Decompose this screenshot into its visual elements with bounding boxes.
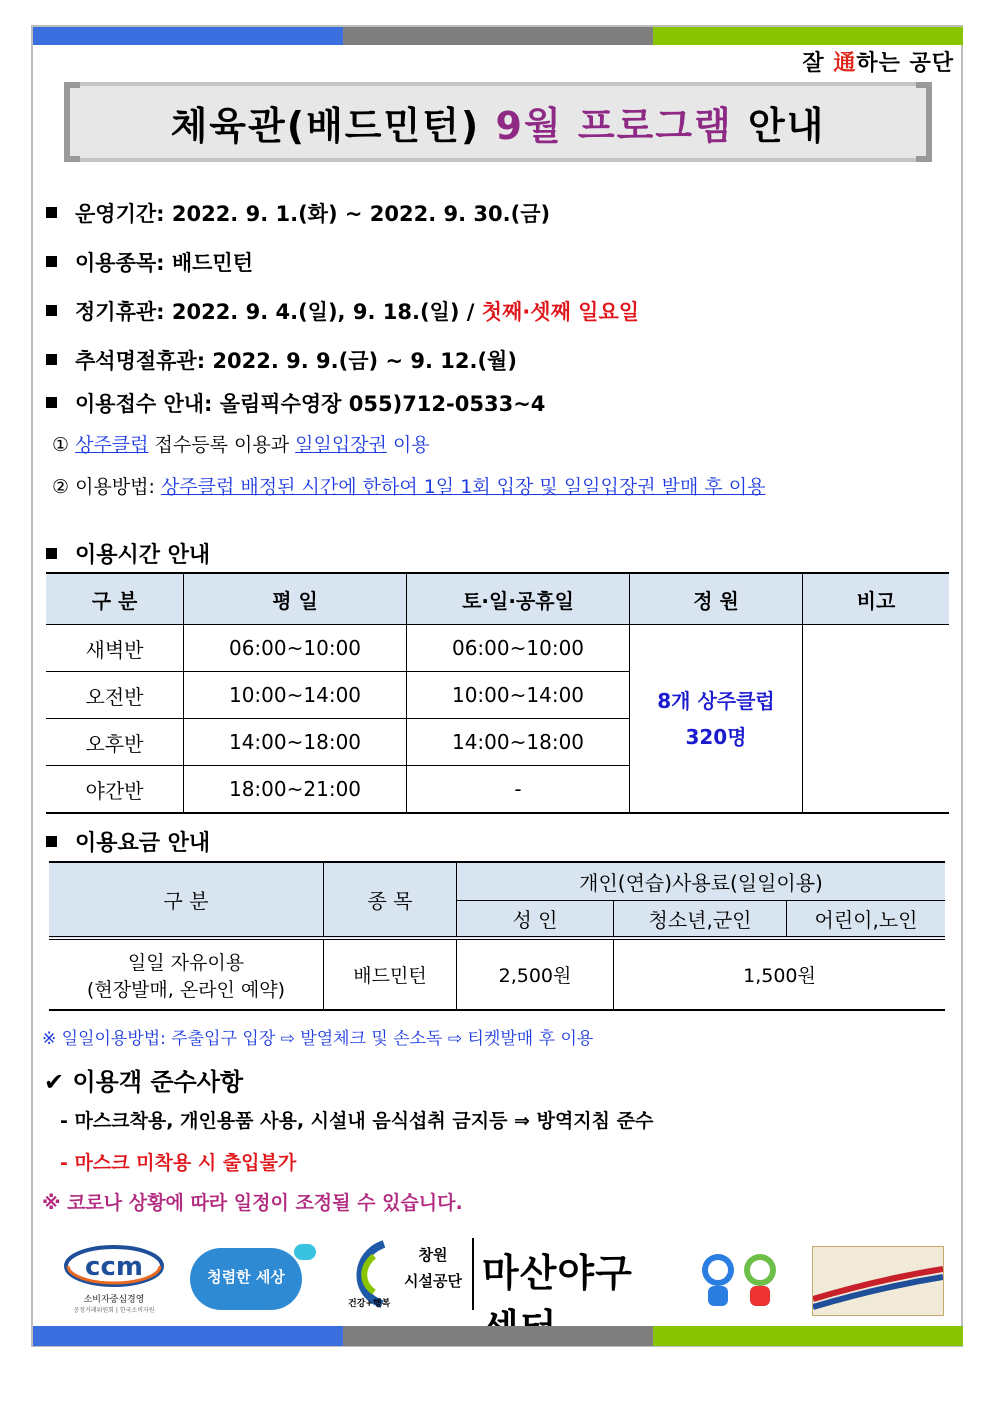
rule-1: - 마스크착용, 개인용품 사용, 시설내 음식섭취 금지등 ⇒ 방역지침 준수: [60, 1110, 654, 1132]
capacity-cell: 8개 상주클럽 320명: [630, 625, 803, 814]
rule-2: - 마스크 미착용 시 출입불가: [60, 1152, 297, 1174]
day-pass-link[interactable]: 일일입장권: [295, 434, 387, 456]
weekend-time: 06:00~10:00: [407, 625, 630, 672]
resident-club-link[interactable]: 상주클럽: [75, 434, 149, 456]
info-closed: 정기휴관: 2022. 9. 4.(일), 9. 18.(일) / 첫째·셋째 일요일: [46, 296, 639, 326]
session-name: 야간반: [46, 766, 184, 814]
schedule-header: 평 일: [184, 573, 407, 625]
rules-heading: ✔ 이용객 준수사항: [44, 1068, 244, 1096]
sub-item-1: ① 상주클럽 접수등록 이용과 일일입장권 이용: [52, 434, 430, 456]
ccm-logo: ccm 소비자중심경영 공정거래위원회 | 한국소비자원: [54, 1244, 174, 1314]
fees-header-youth: 청소년,군인: [614, 900, 787, 938]
weekday-time: 10:00~14:00: [184, 672, 407, 719]
bottom-color-bar: [33, 1326, 963, 1346]
covid-notice: ※ 코로나 상황에 따라 일정이 조정될 수 있습니다.: [42, 1192, 463, 1214]
fees-header-group: 개인(연습)사용료(일일이용): [457, 862, 946, 900]
fees-table: [49, 861, 945, 1011]
info-period: 운영기간: 2022. 9. 1.(화) ~ 2022. 9. 30.(금): [46, 198, 550, 228]
schedule-header: 구 분: [46, 573, 184, 625]
service-quality-logo: [812, 1246, 944, 1316]
fees-item: 배드민턴: [324, 938, 457, 1010]
session-name: 오전반: [46, 672, 184, 719]
schedule-table: [46, 572, 949, 814]
info-sport: 이용종목: 배드민턴: [46, 247, 253, 277]
mascot-icon: [690, 1248, 790, 1312]
fees-category: 일일 자유이용 (현장발매, 온라인 예약): [49, 938, 324, 1010]
sub-item-2: ② 이용방법: 상주클럽 배정된 시간에 한하여 1일 1회 입장 및 일일입장권 발매 후 이용: [52, 476, 766, 498]
schedule-header: 비고: [803, 573, 950, 625]
weekend-time: 10:00~14:00: [407, 672, 630, 719]
usage-note: ※ 일일이용방법: 주출입구 입장 ⇨ 발열체크 및 손소독 ⇨ 티켓발매 후 이용: [42, 1029, 594, 1049]
session-name: 새벽반: [46, 625, 184, 672]
service-quality-icon: [813, 1247, 943, 1315]
table-row: [49, 938, 945, 1010]
weekday-time: 06:00~10:00: [184, 625, 407, 672]
fees-header-category: 구 분: [49, 862, 324, 938]
weekend-time: -: [407, 766, 630, 814]
schedule-header: 토·일·공휴일: [407, 573, 630, 625]
remark-cell: [803, 625, 950, 814]
fees-heading: 이용요금 안내: [46, 826, 210, 857]
schedule-header: 정 원: [630, 573, 803, 625]
fees-header-adult: 성 인: [457, 900, 614, 938]
session-name: 오후반: [46, 719, 184, 766]
fees-header-item: 종 목: [324, 862, 457, 938]
fees-adult: 2,500원: [457, 938, 614, 1010]
top-color-bar: [33, 27, 963, 45]
title-box: [66, 82, 930, 162]
changwon-org-logo: 건강+행복 창원 시설공단 마산야구: [344, 1234, 654, 1320]
info-reception: 이용접수 안내: 올림픽수영장 055)712-0533~4: [46, 388, 545, 418]
weekday-time: 18:00~21:00: [184, 766, 407, 814]
logo-strip: [40, 1232, 955, 1320]
info-holiday: 추석명절휴관: 2022. 9. 9.(금) ~ 9. 12.(월): [46, 345, 517, 375]
schedule-heading: 이용시간 안내: [46, 538, 210, 569]
slogan: 잘 通하는 공단: [802, 51, 954, 76]
weekday-time: 14:00~18:00: [184, 719, 407, 766]
weekend-time: 14:00~18:00: [407, 719, 630, 766]
page-title: 체육관(배드민턴) 9월 프로그램 안내: [170, 103, 826, 148]
mascot-logo: [690, 1248, 790, 1312]
clean-world-logo: 청렴한 세상: [190, 1248, 302, 1310]
fees-header-child: 어린이,노인: [787, 900, 946, 938]
table-row: [46, 625, 949, 672]
fees-other: 1,500원: [614, 938, 946, 1010]
